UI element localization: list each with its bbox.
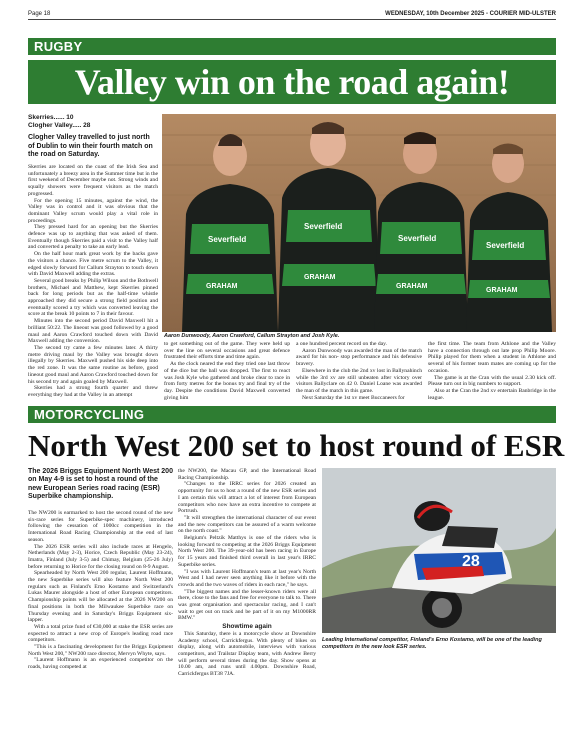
rugby-team-photo [162,114,556,332]
paragraph: The second try came a few minutes later. A thirty metre driving maul by the Valley was brought down illegally by Skerries. Maxwell pushed his side deep into the red zone. It was the same routine as before, good lineout good maul and Aaron Crawford touched down for his second try and again goaled by Maxwell. [28,344,158,385]
sponsor-logo: Severfield [486,241,525,250]
paragraph: They pressed hard for an opening but the Skerries defence was up to anything that was asked of them. Eventually though Skerries paid a visit to the Valley half and converted a penalty to take an early lead. [28,224,158,251]
paragraph: "It will strengthen the international character of our event and the new competitors can be assured of a warm welcome on the north coast." [178,514,316,535]
paragraph: to get something out of the game. They were held up over the line on several occasions and great defence frustrated their efforts time and time again. [164,341,290,361]
paper-date: WEDNESDAY, 10th December 2025 - COURIER MID-ULSTER [385,11,556,17]
moto-standfirst: The 2026 Briggs Equipment North West 200 on May 4-9 is set to host a round of the new European Series road racing (ESR) Superbike championship. [28,468,173,501]
rugby-photo-caption: Aaron Dunwoody, Aaron Crawford, Callum Strayton and Josh Kyle. [164,333,340,339]
paragraph: "The biggest names and the lesser-known riders were all there, close to the fans and free for everyone to talk to. There was great organisation and spectacular racing, and I can't wait to get out on track and be part of it on my M1000RR BMW." [178,588,316,622]
rugby-column-3 [296,341,422,401]
sponsor-logo: Severfield [398,234,437,243]
match-score [28,114,158,130]
moto-photo-illustration [322,468,556,633]
paragraph: Also at the Cran the 2nd xv entertain Banbridge in the league. [428,387,556,401]
paragraph: a one hundred percent record on the day. [296,341,387,347]
section-label-motorcycling: MOTORCYCLING [28,406,556,423]
sponsor-logo: GRAHAM [396,283,428,290]
paragraph: "I was with Laurent Hoffmann's team at last year's North West and I had never seen anything like it before with the crowds and the two waves of riders in each race," he says. [178,568,316,588]
paragraph: the NW200, the Macau GP, and the International Road Racing Championship. [178,468,316,481]
rugby-standfirst: Clogher Valley travelled to just north of Dublin to win their fourth match on the road on Saturday. [28,134,153,159]
page-number: Page 18 [28,11,51,17]
sponsor-logo: Severfield [304,222,343,231]
rugby-photo-illustration [162,114,556,332]
paragraph: Skerries had a strong fourth quarter and threw everything they had at the Valley in an attempt [28,385,158,398]
paragraph: "Laurent Hoffmann is an experienced competitor on the roads, having competed at [28,657,173,671]
paragraph: The 2026 ESR series will also include races at Hengelo, Netherlands (May 2-3), Horice, Czech Republic (May 23-24), Imatra, Finland (July 3-5) and Chimay, Belgium (25-26 July) before returning to Horice for the closing round on 8-9 August. [28,543,173,570]
sponsor-logo: GRAHAM [304,274,336,281]
paragraph: For the opening 15 minutes, against the wind, the Valley was in control and it was obvious that the dominant Valley scrum would play a vital role in proceedings. [28,197,158,224]
paragraph: With a total prize fund of €30,000 at stake the ESR series are expected to attract a new crop of Europe's leading road race competitors. [28,623,173,644]
paragraph: On the half hour mark great work by the backs gave the visitors a chance. Five metre scrum to the Valley, it edged slowly forward for Callum Strayton to touch down with David Maxwell adding the extras. [28,251,158,278]
rugby-headline: Valley win on the road again! [28,60,556,104]
rugby-column-1 [28,164,158,400]
page-masthead [28,6,556,20]
sponsor-logo: Severfield [208,235,247,244]
moto-rider-photo [322,468,556,633]
section-label-rugby: RUGBY [28,38,556,55]
paragraph: Minutes into the second period David Maxwell hit a brilliant 50:22. The lineout was good followed by a good maul and Aaron Crawford touched down with David Maxwell adding the conversion. [28,318,158,345]
score-away: Clogher Valley..... 28 [28,122,91,129]
moto-column-2 [178,468,316,732]
paragraph: The NW200 is earmarked to host the second round of the new six-race series for Superbike-spec machinery, introduced following the cessation of 1000cc competition in the International Road Racing Championship at the end of last season. [28,510,173,543]
paragraph: Skerries are located on the coast of the Irish Sea and unfortunately a breezy area in the Summer time but in the first weekend of December maybe not. Strong winds and squally showers were frequent visitors as the match progressed. [28,164,158,197]
paragraph: Several good breaks by Philip Wilson and the Bothwell brothers, Michael and Matthew, kept Skerries pinned back for long periods but as the half-time whistle approached they did secure a strong field position and eventually scored a try which was converted leaving the score at the break 10 points to 7 in their favour. [28,277,158,318]
paragraph: The game is at the Cran with the usual 2.30 kick off. Please turn out in big numbers to support. [428,374,556,388]
score-home: Skerries...... 10 [28,114,74,121]
paragraph: Belgium's Peltzik Matthys is one of the riders who is looking forward to competing at the 2026 Briggs Equipment North West 200. The 39-year-old has been racing in Europe for 15 years and finished third overall in last year's IRRC Superbike series. [178,535,316,568]
moto-photo-caption: Leading International competitor, Finland's Erno Kostamo, will be one of the leading competitors in the new look ESR series. [322,637,542,650]
paragraph: As the clock neared the end they tried one last throw of the dice but the ball was dropped. The first to react was Josh Kyle who gathered and broke clear to race in from forty metres for the bonus try and final try of the day. Despite the conditions David Maxwell converted giving him [164,361,290,401]
paragraph: "This is a fascinating development for the Briggs Equipment North West 200," NW200 race director, Mervyn Whyte, says. [28,644,173,657]
paragraph: Next Saturday the 1st xv meet Buccaneers for [302,394,405,401]
rugby-column-4 [428,341,556,401]
paragraph: "Changes to the IRRC series for 2026 created an opportunity for us to host a round of the new ESR series and I am certain this will attract a lot of interest from European competitors who now have an extra incentive to compete at Portrush. [178,481,316,515]
moto-column-1 [28,510,173,732]
moto-headline: North West 200 set to host round of ESR [28,428,565,463]
sponsor-logo: GRAHAM [206,283,238,290]
paragraph: Spearheaded by North West 200 regular, Laurent Hoffmann, the new Superbike series will also feature North West 200 regulars such as Finland's Erno Kostamo and Switzerland's Lukas Maurer alongside a host of other European competitors. Championship points will be allocated at the 2026 NW200 on final positions in both the Milwaukee Superbike race on Thursday evening and in Saturday's Briggs Equipment six-lapper. [28,570,173,624]
paragraph: Elsewhere in the club the 2nd xv lost in Ballynahinch while the 3rd xv are still unbeaten after victory over visitors Ballyclare on 42 0. Daniel Loane was awarded the man of the match in this game. [296,367,422,394]
paragraph: Aaron Dunwoody was awarded the man of the match award for his non- stop performance and his defensive bravery. [296,347,422,368]
paragraph: the first time. The team from Athlone and the Valley have a connection through out late prop Philip Moore. Philip played for them when a student in Athlone and several of his former team mates are coming up for the occasion. [428,341,556,374]
rugby-column-2 [164,341,290,401]
paragraph: This Saturday, there is a motorcycle show at Downshire Academy school, Carrickfergus. With plenty of bikes on display, along with automobile, interviews with various competitors, and Trailstar Display team, with Andrew Berry will perform several times during the day. Show opens at 10.00 am, and runs until 4.00pm. Downshire Road, Carrickfergus BT38 7JA. [178,630,316,678]
race-number: 28 [462,553,480,570]
sponsor-logo: GRAHAM [486,287,518,294]
moto-subhead: Showtime again [222,623,272,631]
